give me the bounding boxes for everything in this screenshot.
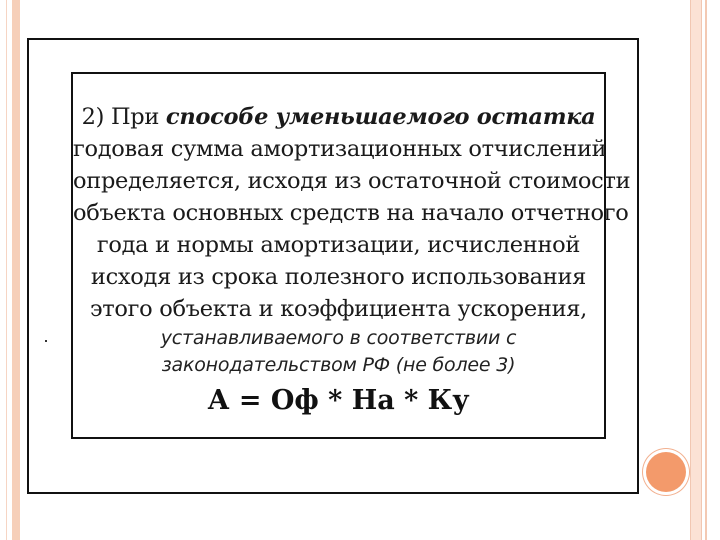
text-line-4: объекта основных средств на начало отчетного <box>73 200 629 226</box>
line1-emphasis: способе уменьшаемого остатка <box>165 104 596 130</box>
italic-line-2: законодательством РФ (не более 3) <box>161 354 516 376</box>
scanned-frame-outer <box>27 38 639 494</box>
depreciation-formula: А = Оф * На * Ку <box>207 385 470 416</box>
line1-prefix: 2) При <box>81 104 166 130</box>
text-line-3: определяется, исходя из остаточной стоимости <box>73 168 631 194</box>
text-line-1 <box>73 101 604 133</box>
scan-speck <box>45 340 47 342</box>
right-decor-line <box>705 0 707 540</box>
text-line-2: годовая сумма амортизационных отчислений <box>73 136 607 162</box>
italic-line-1: устанавливаемого в соответствии с <box>160 327 517 349</box>
left-decor-stripe <box>12 0 20 540</box>
slide-text-block <box>73 101 631 421</box>
scanned-frame-inner <box>71 72 631 439</box>
decor-circle <box>646 452 686 492</box>
right-decor-stripe <box>690 0 702 540</box>
text-line-5: года и нормы амортизации, исчисленной <box>96 232 581 258</box>
text-line-6: исходя из срока полезного использования <box>90 264 587 290</box>
text-line-7: этого объекта и коэффициента ускорения, <box>89 296 588 322</box>
left-decor-line <box>6 0 7 540</box>
